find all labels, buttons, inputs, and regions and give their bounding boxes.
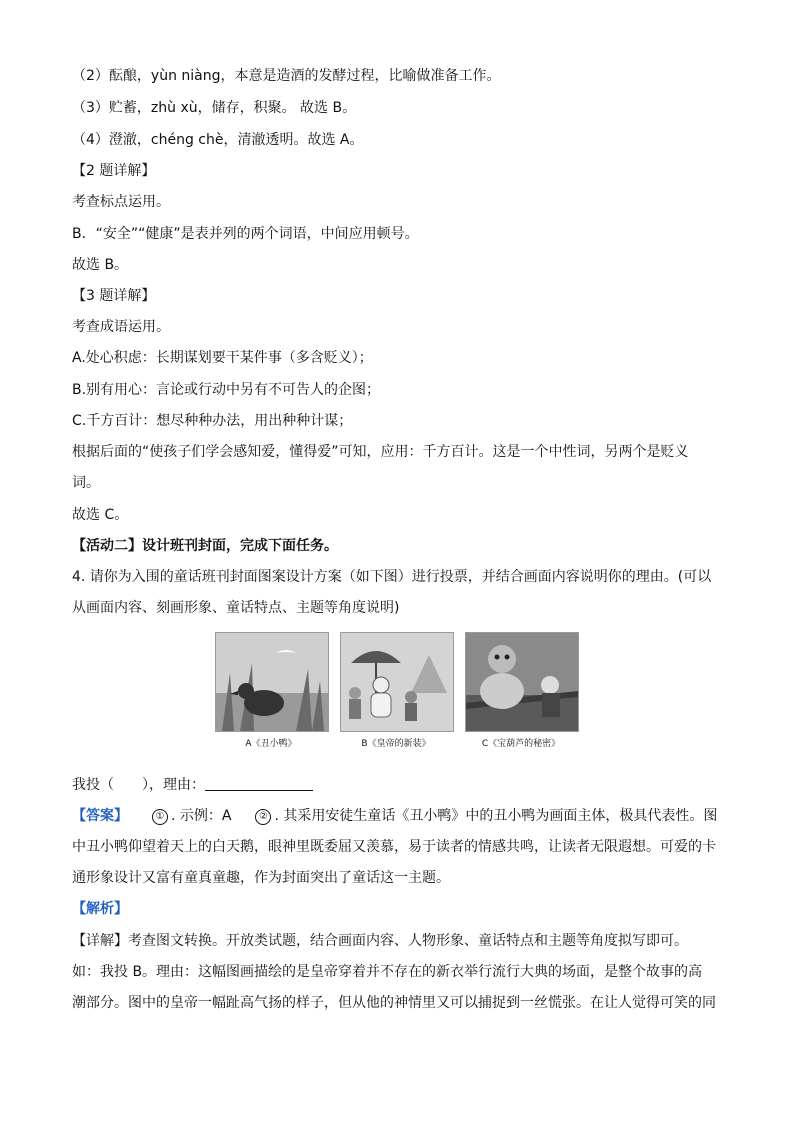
text-line: （3）贮蓄，zhù xù，储存，积聚。 故选 B。 — [72, 100, 357, 116]
text-line: 潮部分。图中的皇帝一幅趾高气扬的样子，但从他的神情里又可以捕捉到一丝慌张。在让人觉得可笑的同 — [72, 995, 716, 1011]
text-line: B.别有用心：言论或行动中另有不可告人的企图； — [72, 382, 381, 398]
text-line: 考查成语运用。 — [72, 319, 170, 335]
question-4: 4. 请你为入围的童话班刊封面图案设计方案（如下图）进行投票，并结合画面内容说明你的理由。(可以 — [72, 569, 712, 585]
vote-reason-blank[interactable] — [205, 776, 313, 791]
text-line: 通形象设计又富有童真童趣，作为封面突出了童话这一主题。 — [72, 870, 450, 886]
vote-label: 我投（ — [72, 777, 114, 793]
answer-part-1: . 示例：A — [171, 808, 232, 824]
figure-a — [215, 632, 327, 750]
text-line: 故选 B。 — [72, 257, 129, 273]
text-line: （2）酝酿，yùn niàng，本意是造酒的发酵过程，比喻做准备工作。 — [72, 68, 501, 84]
section-heading-3: 【3 题详解】 — [72, 288, 156, 304]
emperor-new-clothes-image — [340, 632, 454, 732]
text-line: B．“安全”“健康”是表并列的两个词语，中间应用顿号。 — [72, 226, 419, 242]
analysis-tag: 【解析】 — [72, 901, 128, 917]
figure-c — [465, 632, 577, 750]
text-line: 故选 C。 — [72, 507, 129, 523]
text-line: 中丑小鸭仰望着天上的白天鹅，眼神里既委屈又羡慕，易于读者的情感共鸣，让读者无限遐想。可爱的卡 — [72, 839, 716, 855]
figure-caption: C《宝葫芦的秘密》 — [481, 739, 561, 749]
vote-line — [72, 775, 722, 795]
vote-reason-label: ），理由： — [142, 777, 205, 793]
ugly-duckling-image — [215, 632, 329, 732]
text-line: 【详解】考查图文转换。开放类试题，结合画面内容、人物形象、童话特点和主题等角度拟写即可。 — [72, 933, 688, 949]
answer-tag: 【答案】 — [72, 808, 128, 824]
text-line: 词。 — [72, 475, 100, 491]
answer-part-2: . 其采用安徒生童话《丑小鸭》中的丑小鸭为画面主体，极具代表性。图 — [274, 808, 718, 824]
text-line: 根据后面的“使孩子们学会感知爱，懂得爱”可知，应用：千方百计。这是一个中性词，另两个是贬义 — [72, 444, 689, 460]
answer-line — [72, 806, 722, 826]
circled-number-1: ① — [152, 809, 168, 825]
figure-caption: A《丑小鸭》 — [245, 739, 297, 749]
activity-heading: 【活动二】设计班刊封面，完成下面任务。 — [72, 538, 338, 554]
text-line: A.处心积虑：长期谋划要干某件事（多含贬义）； — [72, 350, 373, 366]
text-line: 考查标点运用。 — [72, 194, 170, 210]
question-4-cont: 从画面内容、刻画形象、童话特点、主题等角度说明) — [72, 600, 400, 616]
cover-design-figures — [215, 632, 577, 756]
magic-gourd-image — [465, 632, 579, 732]
figure-b — [340, 632, 452, 750]
circled-number-2: ② — [255, 809, 271, 825]
section-heading-2: 【2 题详解】 — [72, 163, 156, 179]
text-line: 如：我投 B。理由：这幅图画描绘的是皇帝穿着并不存在的新衣举行流行大典的场面，是整个故事的高 — [72, 964, 703, 980]
figure-caption: B《皇帝的新装》 — [361, 739, 431, 749]
text-line: C.千方百计：想尽种种办法，用出种种计谋； — [72, 413, 353, 429]
text-line: （4）澄澈，chéng chè，清澈透明。故选 A。 — [72, 132, 364, 148]
